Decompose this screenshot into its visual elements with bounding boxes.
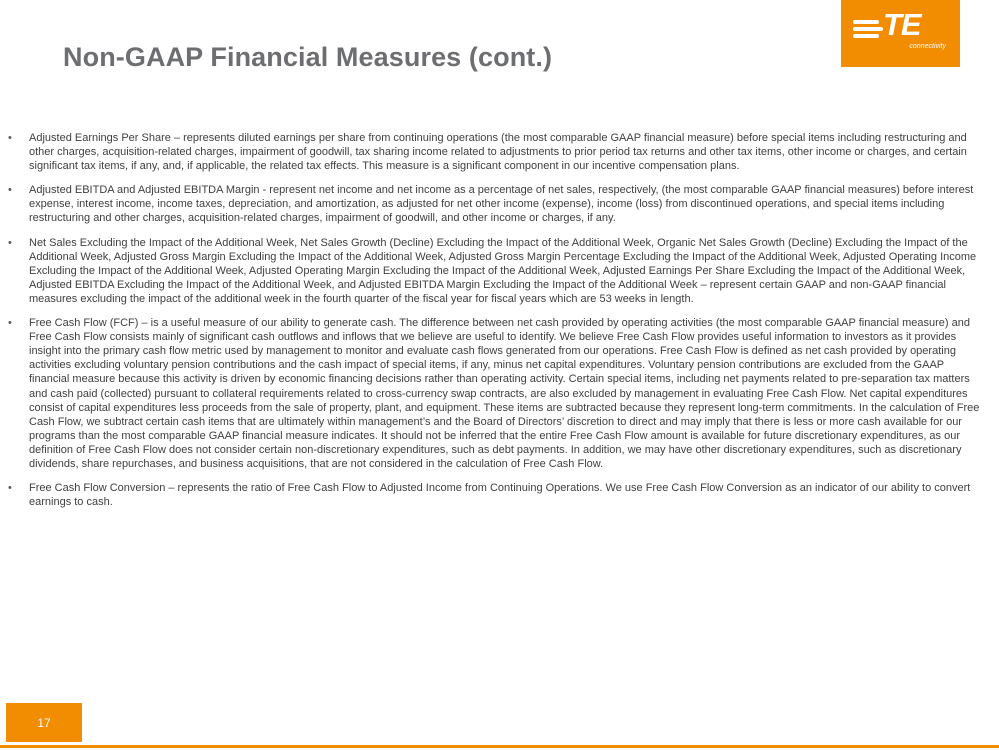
list-item-text: Adjusted Earnings Per Share – represents diluted earnings per share from continuing operations (the most comparable GAAP financial measure) before special items including restructuring and other charges, acquisition-related charges, impairment of goodwill, tax sharing income related to adjustments to prior period tax returns and other tax items, other income or charges, and certain significant tax items, if any, and, if applicable, the related tax effects. This measure is a significant component in our incentive compensation plans. bbox=[29, 132, 967, 173]
logo-stripe bbox=[853, 20, 879, 24]
logo-stripe bbox=[853, 27, 883, 31]
logo-stripes-icon bbox=[853, 20, 883, 41]
slide-title: Non-GAAP Financial Measures (cont.) bbox=[63, 42, 553, 72]
logo-subtitle: connectivity bbox=[909, 43, 946, 50]
bullet-icon: • bbox=[8, 184, 12, 197]
list-item-text: Free Cash Flow (FCF) – is a useful measure of our ability to generate cash. The difference between net cash provided by operating activities (the most comparable GAAP financial measure) and Free Cash Flow consists mainly of significant cash outflows and inflows that we believe are useful to identify. We believe Free Cash Flow provides useful information to investors as it provides insight into the primary cash flow metric used by management to monitor and evaluate cash flows generated from our operations. Free Cash Flow is defined as net cash provided by operating activities excluding voluntary pension contributions and the cash impact of special items, if any, minus net capital expenditures. Voluntary pension contributions are excluded from the GAAP financial measure because this activity is driven by economic financing decisions rather than operating activity. Certain special items, including net payments related to pre-separation tax matters and cash paid (collected) pursuant to collateral requirements related to cross-currency swap contracts, are also excluded by management in evaluating Free Cash Flow. Net capital expenditures consist of capital expenditures less proceeds from the sale of property, plant, and equipment. These items are subtracted because they represent long-term commitments. In the calculation of Free Cash Flow, we subtract certain cash items that are ultimately within management’s and the Board of Directors’ discretion to direct and may imply that there is less or more cash available for our programs than the most comparable GAAP financial measure indicates. It should not be inferred that the entire Free Cash Flow amount is available for future discretionary expenditures, as our definition of Free Cash Flow does not consider certain non-discretionary expenditures, such as debt payments. In addition, we may have other discretionary expenditures, such as discretionary dividends, share repurchases, and business acquisitions, that are not considered in the calculation of Free Cash Flow. bbox=[29, 317, 980, 470]
list-item bbox=[8, 131, 983, 173]
list-item-text: Net Sales Excluding the Impact of the Additional Week, Net Sales Growth (Decline) Excluding the Impact of the Additional Week, Organic Net Sales Growth (Decline) Excluding the Impact of the Additional Week, Adjusted Gross Margin Excluding the Impact of the Additional Week, Adjusted Gross Margin Percentage Excluding the Impact of the Additional Week, Adjusted Operating Income Excluding the Impact of the Additional Week, Adjusted Operating Margin Excluding the Impact of the Additional Week, Adjusted Earnings Per Share Excluding the Impact of the Additional Week, Adjusted EBITDA Excluding the Impact of the Additional Week, and Adjusted EBITDA Margin Excluding the Impact of the Additional Week – represent certain GAAP and non-GAAP financial measures excluding the impact of the additional week in the fourth quarter of the fiscal year for fiscal years which are 53 weeks in length. bbox=[29, 236, 977, 305]
list-item-text: Free Cash Flow Conversion – represents the ratio of Free Cash Flow to Adjusted Income from Continuing Operations. We use Free Cash Flow Conversion as an indicator of our ability to convert earnings to cash. bbox=[29, 482, 971, 509]
bottom-divider bbox=[0, 745, 999, 748]
bullet-icon: • bbox=[8, 482, 12, 495]
list-item-text: Adjusted EBITDA and Adjusted EBITDA Margin - represent net income and net income as a percentage of net sales, respectively, (the most comparable GAAP financial measures) before interest expense, interest income, income taxes, depreciation, and amortization, as adjusted for net other income (expense), income (loss) from discontinued operations, and special items including restructuring and other charges, acquisition-related charges, impairment of goodwill, and other income or charges, if any. bbox=[29, 184, 974, 225]
bullet-icon: • bbox=[8, 317, 12, 330]
list-item bbox=[8, 236, 983, 306]
logo-stripe bbox=[853, 34, 879, 38]
te-connectivity-logo-icon bbox=[841, 0, 960, 67]
list-item bbox=[8, 183, 983, 225]
logo-mark: TE bbox=[883, 7, 921, 42]
definitions-list bbox=[8, 131, 983, 519]
bullet-icon: • bbox=[8, 236, 12, 249]
list-item bbox=[8, 481, 983, 509]
bullet-icon: • bbox=[8, 132, 12, 144]
page-number: 17 bbox=[6, 703, 82, 742]
list-item bbox=[8, 316, 983, 471]
